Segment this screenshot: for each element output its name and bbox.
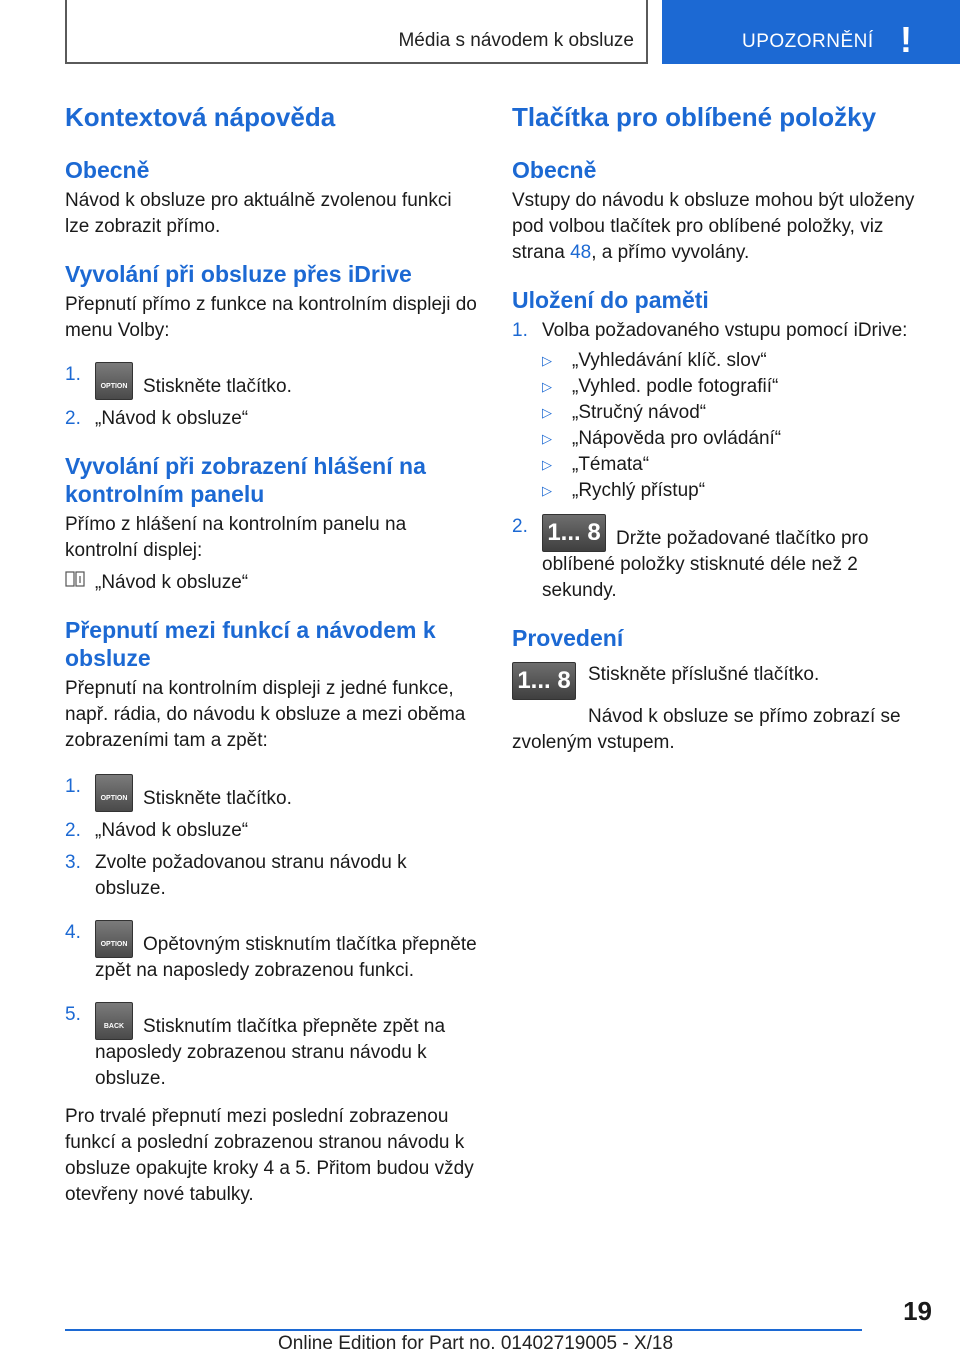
message-heading: Vyvolání při zobrazení hlášení na kontrolním panelu [65,453,426,507]
list-item [542,478,932,504]
step-number: 1. [512,320,528,341]
general-section [65,156,480,240]
list-item [542,426,932,452]
list-item [512,514,932,604]
back-button-icon: BACK [95,1002,133,1040]
list-item [512,318,932,504]
step-number: 2. [65,408,81,429]
left-column [65,100,480,1228]
option-button-icon: OPTION [95,774,133,812]
general-text-part: , a přímo vyvolány. [591,242,750,263]
right-column [512,100,932,776]
left-title: Kontextová nápověda [65,102,336,132]
general-text-part: Vstupy do návodu k obsluze mohou být uloženy pod volbou tlačítek pro oblíbené položky, viz strana [512,190,915,263]
option-list [542,348,932,504]
header-warning-tab[interactable] [662,0,960,64]
switch-text: Přepnutí na kontrolním displeji z jedné funkce, např. rádia, do návodu k obsluze a mezi oběma zobrazeními tam a zpět: [65,678,466,751]
list-item [542,400,932,426]
footer-edition: Online Edition for Part no. 01402719005 - X/18 [278,1333,674,1354]
switch-section [65,616,480,1208]
message-text: Přímo z hlášení na kontrolním panelu na kontrolní displej: [65,514,407,561]
step-text: Volba požadovaného vstupu pomocí iDrive: [542,320,908,341]
triangle-icon: ▷ [542,457,552,472]
favorites-button-icon: 1... 8 [542,514,606,552]
option-text: „Témata“ [572,454,650,475]
step-text: „Návod k obsluze“ [95,820,249,841]
favorites-button-icon: 1... 8 [512,662,576,700]
save-heading: Uložení do paměti [512,287,709,313]
idrive-text: Přepnutí přímo z funkce na kontrolním displeji do menu Volby: [65,294,477,341]
list-item [65,1002,480,1092]
step-number: 4. [65,922,81,943]
step-number: 5. [65,1004,81,1025]
general-heading: Obecně [65,157,150,183]
exec-text-2: Návod k obsluze se přímo zobrazí se zvoleným vstupem. [512,706,901,753]
option-text: „Vyhledávání klíč. slov“ [572,350,767,371]
step-number: 3. [65,852,81,873]
list-item [542,374,932,400]
exec-section [512,624,932,756]
save-section [512,286,932,604]
option-text: „Rychlý přístup“ [572,480,706,501]
footer-divider [65,1329,862,1331]
favorites-general-text [512,188,932,266]
switch-heading: Přepnutí mezi funkcí a návodem k obsluze [65,617,436,671]
step-number: 2. [512,516,528,537]
page-link[interactable]: 48 [570,242,592,263]
step-text: Stiskněte tlačítko. [143,376,292,397]
list-item [65,406,480,432]
step-text: Držte požadované tlačítko pro oblíbené položky stisknuté déle než 2 sekundy. [542,528,869,601]
option-text: „Stručný návod“ [572,402,707,423]
option-button-icon: OPTION [95,920,133,958]
step-number: 1. [65,776,81,797]
triangle-icon: ▷ [542,483,552,498]
exec-row [512,662,932,700]
favorites-general-section [512,156,932,266]
page-number: 19 [903,1296,932,1326]
list-item [542,348,932,374]
triangle-icon: ▷ [542,379,552,394]
idrive-section [65,260,480,432]
list-item [65,850,480,902]
option-text: „Vyhled. podle fotografií“ [572,376,779,397]
list-item [65,774,480,812]
list-item [65,920,480,984]
list-item [65,818,480,844]
triangle-icon: ▷ [542,405,552,420]
header-section-title: Média s návodem k obsluze [398,30,634,51]
message-item [65,570,480,596]
right-title: Tlačítka pro oblíbené položky [512,102,877,132]
step-text: Zvolte požadovanou stranu návodu k obsluze. [95,852,407,899]
idrive-steps [65,362,480,432]
book-icon [65,570,95,596]
exec-heading: Provedení [512,625,624,651]
step-text: „Návod k obsluze“ [95,408,249,429]
list-item [542,452,932,478]
step-text: Stisknutím tlačítka přepněte zpět na naposledy zobrazenou stranu návodu k obsluze. [95,1016,446,1089]
closing-text: Pro trvalé přepnutí mezi poslední zobrazenou funkcí a poslední zobrazenou stranou návodu k obsluze opakujte kroky 4 a 5. Přitom budou vždy otevřeny nové tabulky. [65,1106,474,1205]
idrive-heading: Vyvolání při obsluze přes iDrive [65,261,412,287]
exec-text-1: Stiskněte příslušné tlačítko. [588,664,820,685]
general-text: Návod k obsluze pro aktuálně zvolenou funkci lze zobrazit přímo. [65,190,452,237]
message-section [65,452,480,596]
header-section-box [65,0,648,64]
step-number: 1. [65,364,81,385]
message-item-text: „Návod k obsluze“ [95,572,249,593]
list-item [65,362,480,400]
save-steps [512,318,932,604]
warning-label: UPOZORNĚNÍ [742,31,874,52]
step-text: Stiskněte tlačítko. [143,788,292,809]
exclamation-icon: ! [900,19,912,60]
favorites-general-heading: Obecně [512,157,597,183]
triangle-icon: ▷ [542,431,552,446]
step-number: 2. [65,820,81,841]
option-button-icon: OPTION [95,362,133,400]
step-text: Opětovným stisknutím tlačítka přepněte zpět na naposledy zobrazenou funkci. [95,934,477,981]
triangle-icon: ▷ [542,353,552,368]
switch-steps [65,774,480,1092]
option-text: „Nápověda pro ovládání“ [572,428,782,449]
